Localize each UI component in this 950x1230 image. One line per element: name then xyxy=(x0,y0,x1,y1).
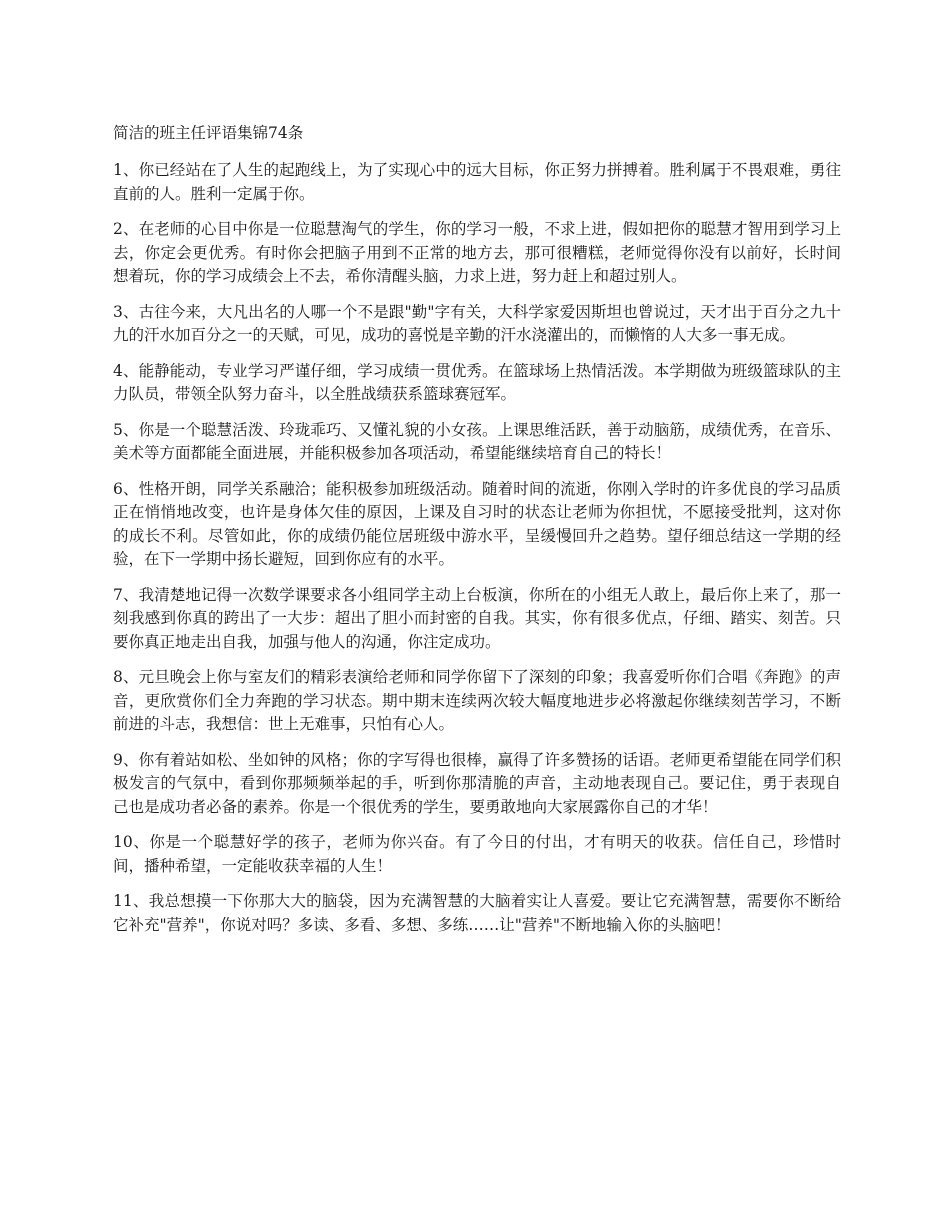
comment-paragraph-4: 4、能静能动，专业学习严谨仔细，学习成绩一贯优秀。在篮球场上热情活泼。本学期做为班级篮球队的主力队员，带领全队努力奋斗，以全胜战绩获系篮球赛冠军。 xyxy=(113,361,841,403)
comment-paragraph-1: 1、你已经站在了人生的起跑线上，为了实现心中的远大目标，你正努力拼搏着。胜利属于不畏艰难，勇往直前的人。胜利一定属于你。 xyxy=(113,161,841,203)
comment-paragraph-6: 6、性格开朗，同学关系融洽；能积极参加班级活动。随着时间的流逝，你刚入学时的许多优良的学习品质正在悄悄地改变，也许是身体欠佳的原因，上课及自习时的状态让老师为你担忧，不愿接受批判，这对你的成长不利。尽管如此，你的成绩仍能位居班级中游水平，呈缓慢回升之趋势。望仔细总结这一学期的经验，在下一学期中扬长避短，回到你应有的水平。 xyxy=(113,479,841,568)
comment-paragraph-9: 9、你有着站如松、坐如钟的风格；你的字写得也很棒，赢得了许多赞扬的话语。老师更希望能在同学们积极发言的气氛中，看到你那频频举起的手，听到你那清脆的声音，主动地表现自己。要记住，勇于表现自己也是成功者必备的素养。你是一个很优秀的学生，要勇敢地向大家展露你自己的才华！ xyxy=(113,750,841,816)
comment-paragraph-8: 8、元旦晚会上你与室友们的精彩表演给老师和同学你留下了深刻的印象；我喜爱听你们合唱《奔跑》的声音，更欣赏你们全力奔跑的学习状态。期中期末连续两次较大幅度地进步必将激起你继续刻苦学习，不断前进的斗志，我想信：世上无难事，只怕有心人。 xyxy=(113,668,841,733)
comment-paragraph-2: 2、在老师的心目中你是一位聪慧淘气的学生，你的学习一般，不求上进，假如把你的聪慧才智用到学习上去，你定会更优秀。有时你会把脑子用到不正常的地方去，那可很糟糕，老师觉得你没有以前好，长时间想着玩，你的学习成绩会上不去，希你清醒头脑，力求上进，努力赶上和超过别人。 xyxy=(113,220,841,285)
comment-paragraph-10: 10、你是一个聪慧好学的孩子，老师为你兴奋。有了今日的付出，才有明天的收获。信任自己，珍惜时间，播种希望，一定能收获幸福的人生！ xyxy=(113,833,841,875)
comment-paragraph-7: 7、我清楚地记得一次数学课要求各小组同学主动上台板演，你所在的小组无人敢上，最后你上来了，那一刻我感到你真的跨出了一大步：超出了胆小而封密的自我。其实，你有很多优点，仔细、踏实、刻苦。只要你真正地走出自我，加强与他人的沟通，你注定成功。 xyxy=(113,585,841,651)
comment-paragraph-11: 11、我总想摸一下你那大大的脑袋，因为充满智慧的大脑着实让人喜爱。要让它充满智慧，需要你不断给它补充"营养"，你说对吗？多读、多看、多想、多练……让"营养"不断地输入你的头脑吧！ xyxy=(113,892,841,934)
document-page xyxy=(113,121,841,949)
comment-paragraph-5: 5、你是一个聪慧活泼、玲珑乖巧、又懂礼貌的小女孩。上课思维活跃，善于动脑筋，成绩优秀，在音乐、美术等方面都能全面进展，并能积极参加各项活动，希望能继续培育自己的特长！ xyxy=(113,420,841,462)
document-title: 简洁的班主任评语集锦74条 xyxy=(113,124,304,142)
comment-paragraph-3: 3、古往今来，大凡出名的人哪一个不是跟"勤"字有关，大科学家爱因斯坦也曾说过，天才出于百分之九十九的汗水加百分之一的天赋，可见，成功的喜悦是辛勤的汗水浇灌出的，而懒惰的人大多一事无成。 xyxy=(113,302,841,344)
